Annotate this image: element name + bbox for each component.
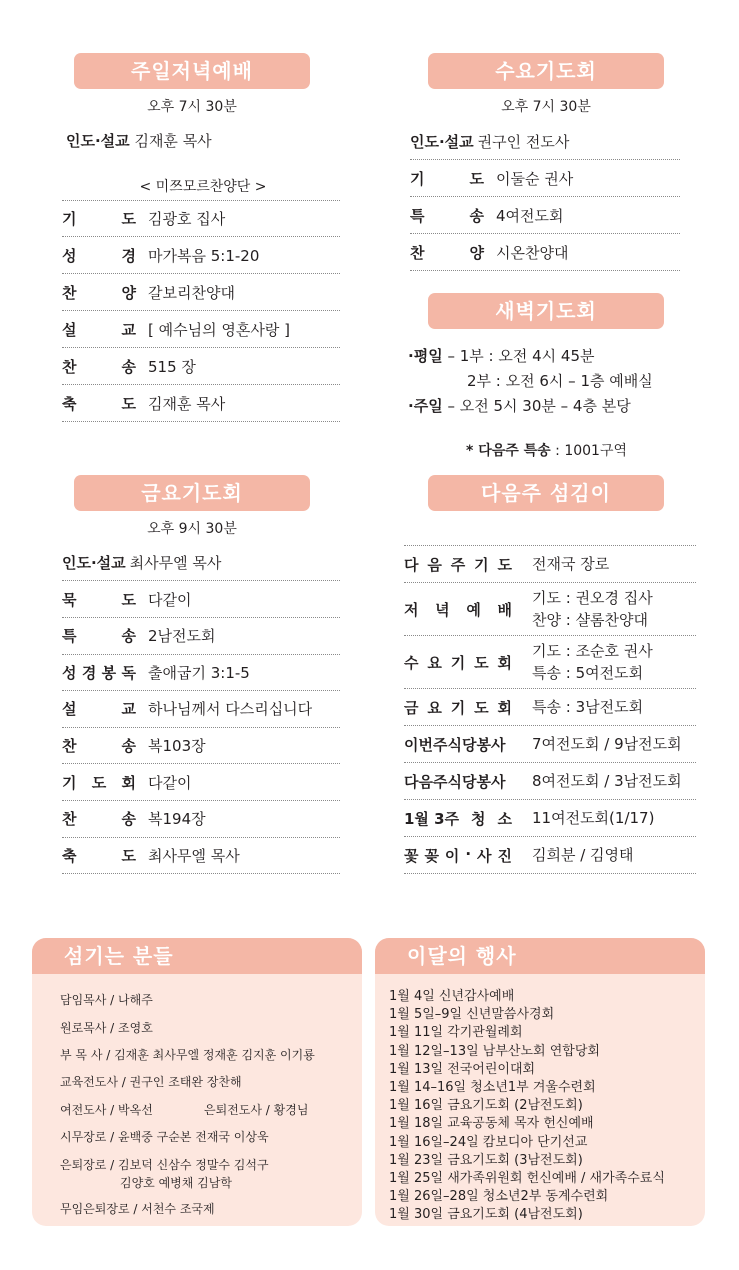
next-week-row: 꽃 꽂 이 · 사 진 김희분 / 김영태 [404, 837, 696, 874]
friday-time: 오후 9시 30분 [147, 521, 237, 537]
next-week-row: 저 녁 예 배 기도 : 권오경 집사 찬양 : 샬롬찬양대 [404, 583, 696, 636]
event-item: 1월 26일–28일 청소년2부 동계수련회 [389, 1189, 609, 1205]
next-week-row: 수 요 기 도 회 기도 : 조순호 권사 특송 : 5여전도회 [404, 636, 696, 689]
event-item: 1월 11일 각기관월례회 [389, 1025, 523, 1041]
dawn-weekday: ·평일 – 1부 : 오전 4시 45분 [408, 347, 595, 365]
event-item: 1월 16일 금요기도회 (2남전도회) [389, 1098, 583, 1114]
wednesday-leader: 인도·설교 권구인 전도사 [410, 123, 680, 160]
friday-order-row: 찬 송 복194장 [62, 801, 340, 838]
servants-header: 섬기는 분들 [32, 938, 362, 974]
friday-order-row: 성 경 봉 독 출애굽기 3:1-5 [62, 654, 340, 691]
next-week-row: 다 음 주 기 도 전재국 장로 [404, 546, 696, 583]
staff-line: 은퇴장로 / 김보덕 신삼수 정말수 김석구 [60, 1158, 269, 1172]
dawn-sunday: ·주일 – 오전 5시 30분 – 4층 본당 [408, 397, 631, 415]
staff-line: 원로목사 / 조영호 [60, 1021, 153, 1035]
event-item: 1월 18일 교육공동체 목자 헌신예배 [389, 1116, 594, 1132]
events-box [375, 938, 705, 1226]
next-week-row: 다음주식당봉사 8여전도회 / 3남전도회 [404, 763, 696, 800]
dawn-header: 새벽기도회 [428, 293, 664, 329]
staff-line: 무임은퇴장로 / 서천수 조국제 [60, 1202, 215, 1216]
wednesday-header: 수요기도회 [428, 53, 664, 89]
next-week-header: 다음주 섬김이 [428, 475, 664, 511]
sunday-choir: < 미쯔모르찬양단 > [139, 179, 267, 195]
event-item: 1월 13일 전국어린이대회 [389, 1061, 536, 1077]
staff-line: 은퇴전도사 / 황경님 [204, 1103, 309, 1117]
staff-line: 시무장로 / 윤백중 구순본 전재국 이상욱 [60, 1130, 269, 1144]
next-week-row: 1월 3주 청 소 11여전도회(1/17) [404, 800, 696, 837]
friday-order-row: 축 도 최사무엘 목사 [62, 837, 340, 874]
staff-line: 여전도사 / 박옥선 [60, 1103, 153, 1117]
wednesday-order-row: 특 송 4여전도회 [410, 197, 680, 234]
sunday-order-row: 찬 양 갈보리찬양대 [62, 274, 340, 311]
sunday-order-row: 기 도 김광호 집사 [62, 200, 340, 237]
staff-line: 부 목 사 / 김재훈 최사무엘 정재훈 김지훈 이기룡 [60, 1048, 315, 1062]
wednesday-time: 오후 7시 30분 [501, 99, 591, 115]
sunday-order-row: 설 교 [ 예수님의 영혼사랑 ] [62, 311, 340, 348]
friday-header: 금요기도회 [74, 475, 310, 511]
next-week-row: 금 요 기 도 회 특송 : 3남전도회 [404, 689, 696, 726]
wednesday-order-row: 기 도 이둘순 권사 [410, 160, 680, 197]
staff-line: 교육전도사 / 권구인 조태완 장찬해 [60, 1075, 242, 1089]
servants-box [32, 938, 362, 1226]
event-item: 1월 23일 금요기도회 (3남전도회) [389, 1152, 583, 1168]
staff-line: 김양호 예병채 김남학 [120, 1176, 232, 1190]
next-week-row: 이번주식당봉사 7여전도회 / 9남전도회 [404, 726, 696, 763]
event-item: 1월 30일 금요기도회 (4남전도회) [389, 1207, 583, 1223]
event-item: 1월 16일–24일 캄보디아 단기선교 [389, 1134, 588, 1150]
events-header: 이달의 행사 [375, 938, 705, 974]
event-item: 1월 25일 새가족위원회 헌신예배 / 새가족수료식 [389, 1171, 665, 1186]
event-item: 1월 4일 신년감사예배 [389, 989, 515, 1004]
sunday-order-row: 성 경 마가복음 5:1-20 [62, 237, 340, 274]
staff-line: 담임목사 / 나해주 [60, 993, 153, 1007]
sunday-time: 오후 7시 30분 [147, 99, 237, 115]
sunday-order-row: 축 도 김재훈 목사 [62, 385, 340, 422]
friday-order-row: 찬 송 복103장 [62, 727, 340, 764]
friday-order-row: 묵 도 다같이 [62, 581, 340, 618]
sunday-order-row: 찬 송 515 장 [62, 348, 340, 385]
sunday-header: 주일저녁예배 [74, 53, 310, 89]
event-item: 1월 5일–9일 신년말씀사경회 [389, 1007, 555, 1023]
sunday-leader: 인도·설교 김재훈 목사 [66, 132, 212, 150]
dawn-weekday-2: 2부 : 오전 6시 – 1층 예배실 [467, 372, 653, 390]
next-special-song: * 다음주 특송 : 1001구역 [466, 443, 628, 459]
wednesday-order-row: 찬 양 시온찬양대 [410, 234, 680, 271]
friday-leader: 인도·설교 최사무엘 목사 [62, 544, 340, 581]
event-item: 1월 14–16일 청소년1부 겨울수련회 [389, 1080, 596, 1095]
event-item: 1월 12일–13일 남부산노회 연합당회 [389, 1043, 600, 1059]
friday-order-row: 특 송 2남전도회 [62, 618, 340, 655]
friday-order-row: 설 교 하나님께서 다스리십니다 [62, 691, 340, 728]
friday-order-row: 기 도 회 다같이 [62, 764, 340, 801]
